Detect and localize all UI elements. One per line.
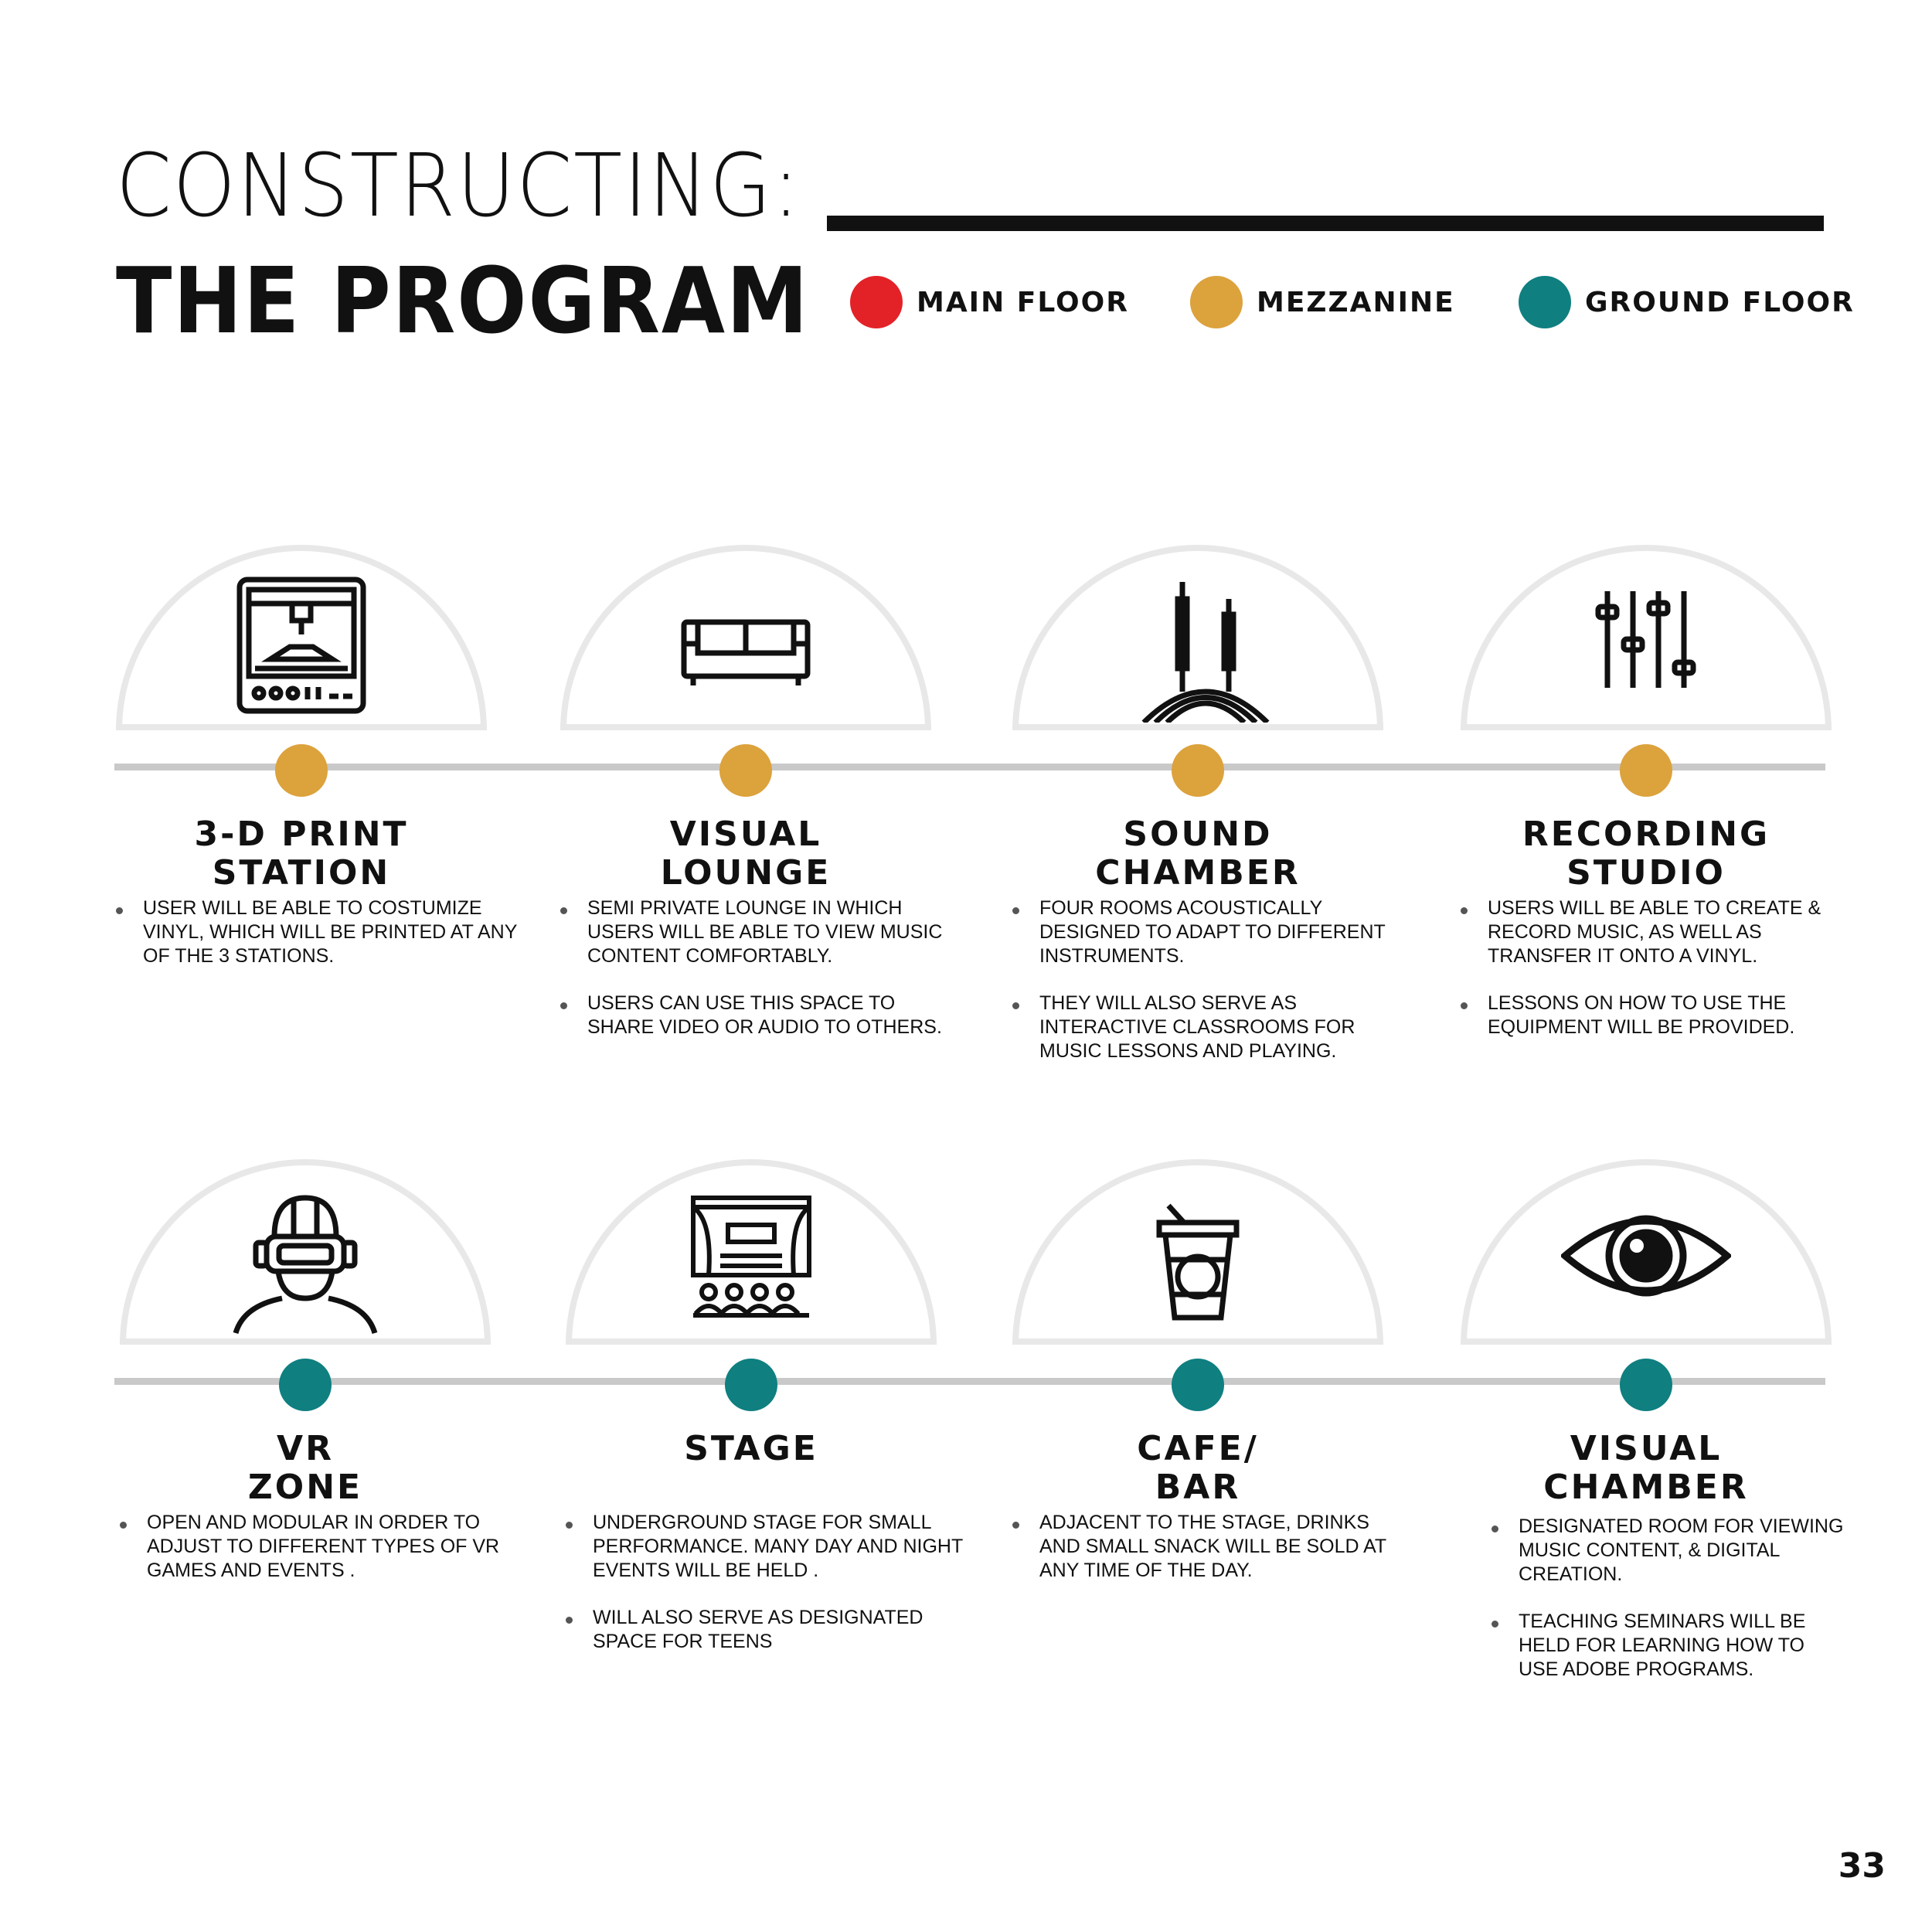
card-title-text: SOUND CHAMBER — [1095, 815, 1301, 893]
3d-printer-icon — [216, 576, 386, 723]
floor-dot-ground-floor — [1620, 1359, 1672, 1411]
card-title-text: VISUAL LOUNGE — [660, 815, 832, 893]
floor-dot-ground-floor — [1172, 1359, 1224, 1411]
bullet-list — [116, 896, 518, 992]
card-title-text: RECORDING STUDIO — [1522, 815, 1770, 893]
page-title-light: CONSTRUCTING: — [116, 136, 801, 236]
bullet-list — [560, 896, 962, 1063]
arch-base — [560, 724, 931, 730]
card-title — [93, 815, 510, 893]
bullet-item: FOUR ROOMS ACOUSTICALLY DESIGNED TO ADAPT TO DIFFERENT INSTRUMENTS. — [1012, 896, 1414, 968]
floor-dot-mezzanine — [719, 744, 772, 797]
bullet-item: USERS CAN USE THIS SPACE TO SHARE VIDEO OR AUDIO TO OTHERS. — [560, 992, 962, 1039]
timeline-row-1 — [114, 764, 1825, 770]
card-title — [989, 815, 1406, 893]
bullet-item: TEACHING SEMINARS WILL BE HELD FOR LEARNING HOW TO USE ADOBE PROGRAMS. — [1492, 1610, 1847, 1682]
floor-dot-mezzanine — [1172, 744, 1224, 797]
bullet-list — [1012, 1511, 1414, 1606]
card-title — [97, 1430, 514, 1507]
coffee-cup-icon — [1113, 1190, 1283, 1337]
bullet-list — [120, 1511, 522, 1606]
legend-item-ground-floor — [1519, 275, 1855, 329]
card-title — [1437, 815, 1855, 893]
arch-base — [1461, 724, 1832, 730]
legend-dot-ground-floor — [1519, 276, 1571, 328]
card-title — [537, 815, 954, 893]
title-rule — [827, 216, 1824, 231]
bullet-item: UNDERGROUND STAGE FOR SMALL PERFORMANCE. MANY DAY AND NIGHT EVENTS WILL BE HELD . — [566, 1511, 968, 1583]
bullet-item: ADJACENT TO THE STAGE, DRINKS AND SMALL SNACK WILL BE SOLD AT ANY TIME OF THE DAY. — [1012, 1511, 1414, 1583]
legend-item-mezzanine — [1190, 275, 1455, 329]
card-title-text: VR ZONE — [247, 1429, 363, 1507]
legend-item-main-floor — [850, 275, 1129, 329]
bullet-item: WILL ALSO SERVE AS DESIGNATED SPACE FOR TEENS — [566, 1606, 968, 1654]
bullet-item: THEY WILL ALSO SERVE AS INTERACTIVE CLASSROOMS FOR MUSIC LESSONS AND PLAYING. — [1012, 992, 1414, 1063]
arch-base — [1012, 1338, 1383, 1345]
card-title-text: 3-D PRINT STATION — [194, 815, 409, 893]
sofa-icon — [661, 576, 831, 723]
arch-base — [1012, 724, 1383, 730]
card-title-text: VISUAL CHAMBER — [1543, 1429, 1749, 1507]
floor-dot-ground-floor — [279, 1359, 332, 1411]
floor-dot-mezzanine — [1620, 744, 1672, 797]
legend-label: GROUND FLOOR — [1585, 286, 1855, 318]
timeline-row-2 — [114, 1378, 1825, 1385]
legend-label: MAIN FLOOR — [917, 286, 1129, 318]
card-title-text: CAFE/ BAR — [1137, 1429, 1259, 1507]
bullet-item: OPEN AND MODULAR IN ORDER TO ADJUST TO DIFFERENT TYPES OF VR GAMES AND EVENTS . — [120, 1511, 522, 1583]
legend-dot-mezzanine — [1190, 276, 1243, 328]
page-title-bold: THE PROGRAM — [116, 247, 810, 354]
bullet-item: LESSONS ON HOW TO USE THE EQUIPMENT WILL BE PROVIDED. — [1461, 992, 1862, 1039]
bullet-item: USERS WILL BE ABLE TO CREATE & RECORD MUSIC, AS WELL AS TRANSFER IT ONTO A VINYL. — [1461, 896, 1862, 968]
card-title — [543, 1430, 960, 1468]
eye-icon — [1561, 1190, 1731, 1337]
legend-label: MEZZANINE — [1257, 286, 1455, 318]
card-title-text: STAGE — [684, 1429, 818, 1468]
audio-cable-icon — [1113, 576, 1283, 723]
floor-dot-mezzanine — [275, 744, 328, 797]
arch-base — [566, 1338, 937, 1345]
page-number: 33 — [1838, 1846, 1886, 1886]
floor-dot-ground-floor — [725, 1359, 777, 1411]
arch-base — [120, 1338, 491, 1345]
mixer-sliders-icon — [1561, 576, 1731, 723]
bullet-list — [566, 1511, 968, 1677]
bullet-item: SEMI PRIVATE LOUNGE IN WHICH USERS WILL BE ABLE TO VIEW MUSIC CONTENT COMFORTABLY. — [560, 896, 962, 968]
bullet-list — [1461, 896, 1862, 1063]
legend-dot-main-floor — [850, 276, 903, 328]
bullet-item: USER WILL BE ABLE TO COSTUMIZE VINYL, WHICH WILL BE PRINTED AT ANY OF THE 3 STATIONS. — [116, 896, 518, 968]
card-title — [989, 1430, 1406, 1507]
bullet-list — [1492, 1515, 1847, 1705]
bullet-item: DESIGNATED ROOM FOR VIEWING MUSIC CONTENT, & DIGITAL CREATION. — [1492, 1515, 1847, 1587]
arch-base — [116, 724, 487, 730]
theater-stage-icon — [666, 1190, 836, 1337]
vr-headset-icon — [220, 1190, 390, 1337]
arch-base — [1461, 1338, 1832, 1345]
bullet-list — [1012, 896, 1414, 1087]
card-title — [1437, 1430, 1855, 1507]
